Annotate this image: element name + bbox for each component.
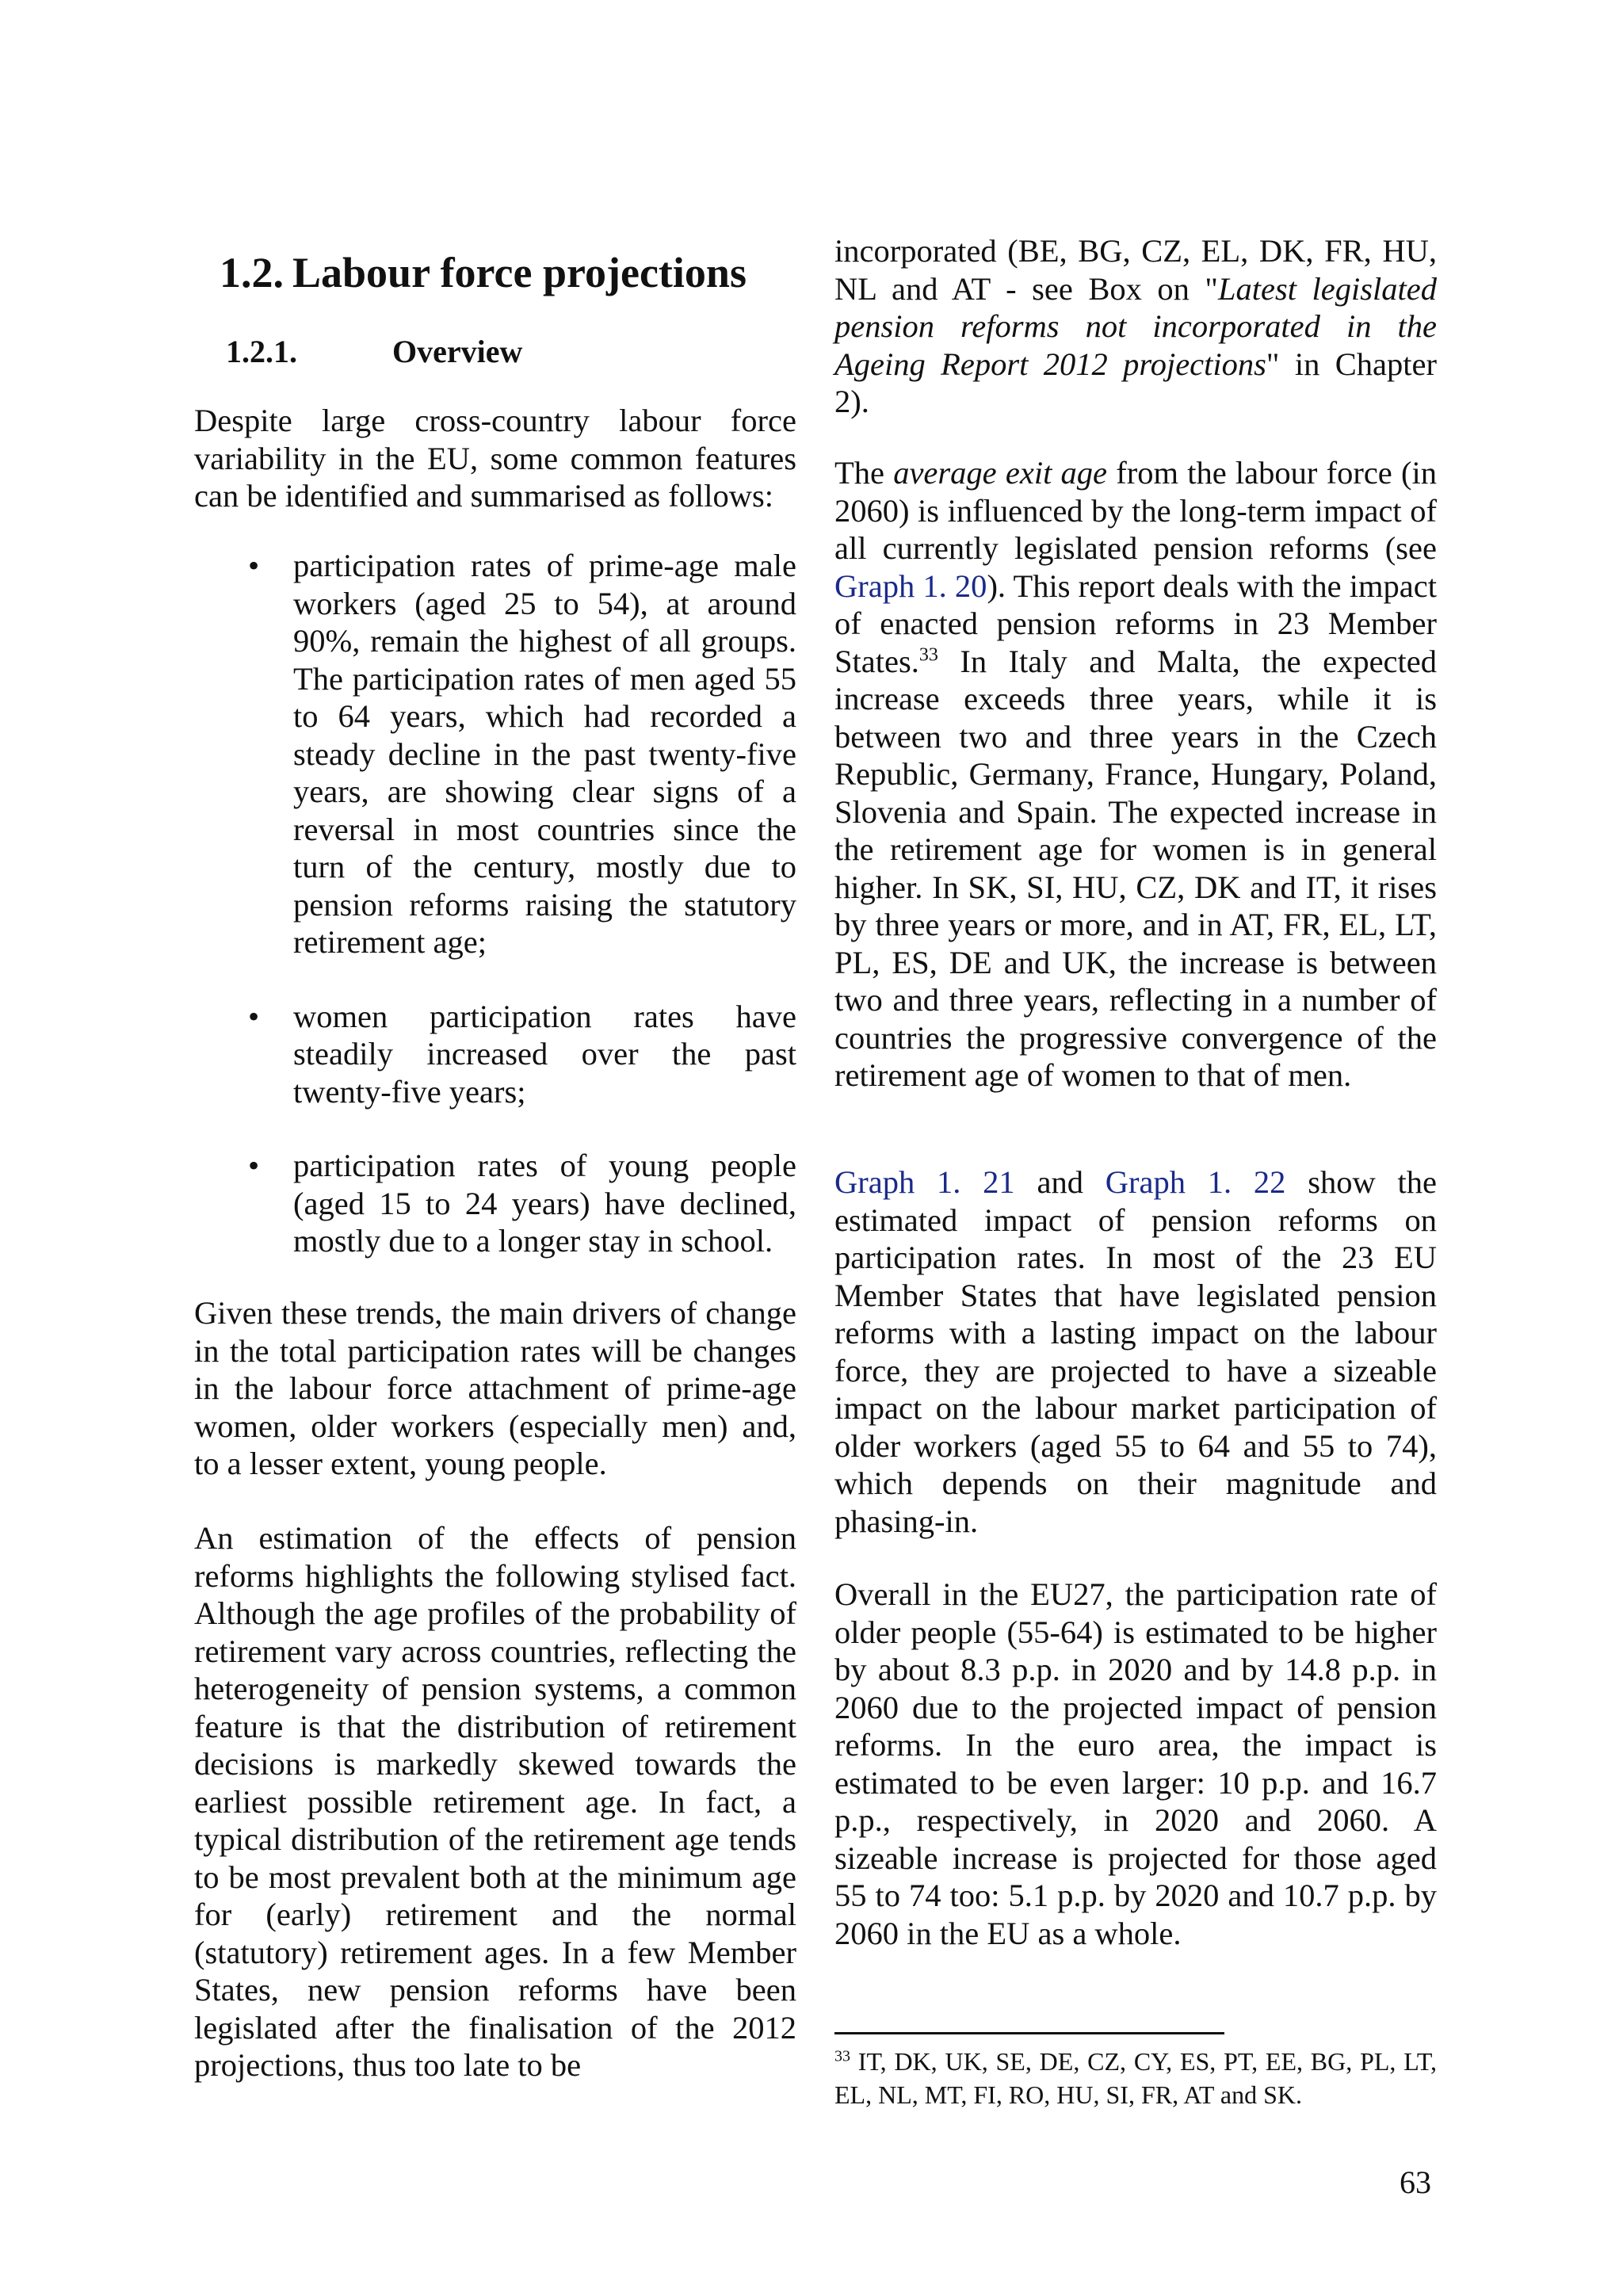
subsection-number: 1.2.1. [226,334,297,369]
page-number: 63 [1400,2164,1431,2200]
bullet-icon: • [248,1148,260,1183]
text-run: The [834,455,894,491]
incorporated-paragraph [834,232,1437,421]
feature-list [194,547,796,1260]
footnote-divider [834,2032,1224,2034]
text-run: from the labour force (in 2060) is influenced by the long-term impact of all currently legislated pension reforms (see [834,455,1437,566]
estimation-paragraph: An estimation of the effects of pension reforms highlights the following stylised fact. Although the age profiles of the probability of retirement vary across countries, reflecting the heterogeneity of pension systems, a common feature is that the distribution of retirement decisions is markedly skewed towards the earliest possible retirement age. In fact, a typical distribution of the retirement age tends to be most prevalent both at the minimum age for (early) retirement and the normal (statutory) retirement ages. In a few Member States, new pension reforms have been legislated after the finalisation of the 2012 projections, thus too late to be [194,1520,796,2083]
list-item [194,998,796,1111]
exit-age-paragraph [834,454,1437,1095]
list-item [194,547,796,961]
bullet-icon: • [248,548,260,583]
emphasis-term: average exit age [893,455,1108,491]
list-item-text: women participation rates have steadily increased over the past twenty-five years; [293,998,796,1110]
section-number: 1.2. [220,249,284,296]
text-run: incorporated (BE, BG, CZ, EL, DK, FR, HU, NL and AT - see Box on " [834,233,1437,307]
eu27-paragraph: Overall in the EU27, the participation rate of older people (55-64) is estimated to be higher by about 8.3 p.p. in 2020 and by 14.8 p.p. in 2060 due to the projected impact of pension reforms. In the euro area, the impact is estimated to be even larger: 10 p.p. and 16.7 p.p., respectively, in 2020 and 2060. A sizeable increase is projected for those aged 55 to 74 too: 5.1 p.p. by 2020 and 10.7 p.p. by 2060 in the EU as a whole. [834,1576,1437,1951]
text-run: and [1014,1164,1106,1200]
text-run: " in Chapter 2). [834,346,1437,419]
list-item [194,1147,796,1260]
section-heading [220,247,747,298]
graph-1-22-link[interactable]: Graph 1. 22 [1105,1164,1286,1200]
graph-1-21-link[interactable]: Graph 1. 21 [834,1164,1015,1200]
bullet-icon: • [248,998,260,1034]
box-reference-title: Latest legislated pension reforms not incorporated in the Ageing Report 2012 projections [834,270,1437,382]
text-run: show the estimated impact of pension reforms on participation rates. In most of the 23 EU Member States that have legislated pension reforms with a lasting impact on the labour force, they are projected to have a sizeable impact on the labour market participation of older workers (aged 55 to 64 and 55 to 74), which depends on their magnitude and phasing-in. [834,1164,1437,1539]
list-item-text: participation rates of young people (aged 15 to 24 years) have declined, mostly due to a longer stay in school. [293,1148,796,1259]
intro-paragraph: Despite large cross-country labour force variability in the EU, some common features can be identified and summarised as follows: [194,403,796,514]
footnote-text: IT, DK, UK, SE, DE, CZ, CY, ES, PT, EE, BG, PL, LT, EL, NL, MT, FI, RO, HU, SI, FR, AT and SK. [834,2047,1437,2109]
footnote-ref-33[interactable]: 33 [918,644,938,665]
text-run: ). This report deals with the impact of enacted pension reforms in 23 Member States. [834,567,1437,679]
footnote-marker: 33 [834,2047,850,2065]
text-run: In Italy and Malta, the expected increase exceeds three years, while it is between two and three years in the Czech Republic, Germany, France, Hungary, Poland, Slovenia and Spain. The expected increase in the retirement age for women is in general higher. In SK, SI, HU, CZ, DK and IT, it rises by three years or more, and in AT, FR, EL, LT, PL, ES, DE and UK, the increase is between two and three years, reflecting in a number of countries the progressive convergence of the retirement age of women to that of men. [834,643,1437,1093]
subsection-title: Overview [392,334,523,369]
section-title: Labour force projections [292,249,747,296]
graphs-paragraph [834,1163,1437,1540]
trends-paragraph: Given these trends, the main drivers of change in the total participation rates will be changes in the labour force attachment of prime-age women, older workers (especially men) and, to a lesser extent, young people. [194,1295,796,1481]
footnote [834,2045,1437,2111]
subsection-heading [226,333,522,371]
list-item-text: participation rates of prime-age male workers (aged 25 to 54), at around 90%, remain the highest of all groups. The participation rates of men aged 55 to 64 years, which had recorded a steady decline in the past twenty-five years, are showing clear signs of a reversal in most countries since the turn of the century, mostly due to pension reforms raising the statutory retirement age; [293,548,796,960]
graph-1-20-link[interactable]: Graph 1. 20 [834,567,987,604]
